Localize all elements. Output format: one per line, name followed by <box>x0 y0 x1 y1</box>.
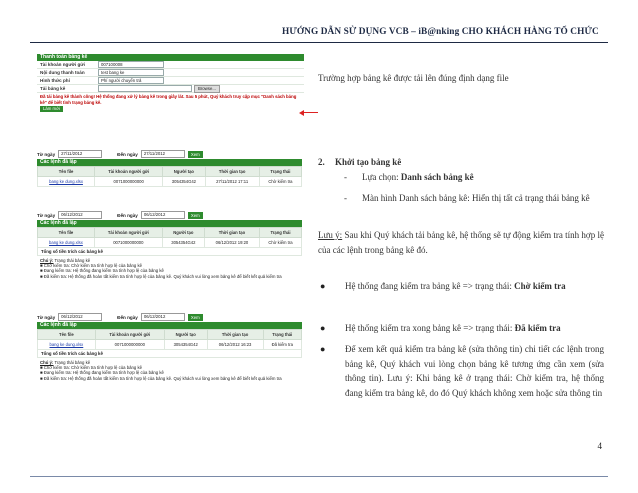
col-header: Thời gian tạo <box>207 330 263 340</box>
to-label: Đến ngày <box>117 151 138 157</box>
pointer-arrow <box>303 112 318 113</box>
bullet-checking <box>345 279 566 294</box>
from-label: Từ ngày <box>37 151 56 157</box>
view-button[interactable]: Xem <box>188 314 203 321</box>
col-header: Tài khoản người gửi <box>94 228 162 238</box>
content-input[interactable]: test bang ke <box>98 69 164 76</box>
from-label: Từ ngày <box>37 212 56 218</box>
col-header: Người tạo <box>163 167 205 177</box>
from-date-input[interactable]: 27/11/2012 <box>58 150 102 158</box>
legend-item: Chờ kiểm tra: Chờ kiểm tra tính hợp lệ của bảng kê <box>43 263 143 269</box>
bullet-text: Hệ thống đang kiểm tra bảng kê => trạng thái: <box>345 281 515 291</box>
legend-item: Đã kiểm tra: Hệ thống đã hoàn tất kiểm tra tính hợp lệ của bảng kê. Quý khách vui lòng xem bảng kê để biết kết quả kiểm tra <box>43 273 282 279</box>
note-paragraph <box>318 228 604 257</box>
bullet-view-details: Để xem kết quả kiểm tra bảng kê (sửa thông tin) chi tiết các lệnh trong bảng kê, Quý khách vui lòng chọn bảng kê tương ứng cần xem (sửa thông tin). Lưu ý: Khi bảng kê ở trạng thái: Chờ kiểm tra, hệ thống đang kiểm tra bảng kê, do đó Quý khách không xem hoặc sửa thông tin <box>345 344 604 398</box>
table-cell: 27/11/2012 17:11 <box>205 177 259 187</box>
col-header: Tên file <box>38 330 96 340</box>
form-row <box>37 69 304 77</box>
bullet-text: Hệ thống kiểm tra xong bảng kê => trạng thái: <box>345 323 515 333</box>
legend-item: Đang kiểm tra: Hệ thống đang kiểm tra tính hợp lệ của bảng kê <box>43 268 164 274</box>
legend-head: Trạng thái bảng kê <box>54 360 91 365</box>
col-header: Tài khoản người gửi <box>95 330 164 340</box>
table-cell: 0071000000000 <box>94 238 162 248</box>
status-legend: Chú ý: Trạng thái bảng kê ■ Chờ kiểm tra: Chờ kiểm tra tính hợp lệ của bảng kê ■ Đang kiểm tra: Hệ thống đang kiểm tra tính hợp lệ của bảng kê ■ Đã kiểm tra: Hệ thống đã hoàn tất kiểm tra tính hợp lệ của bảng kê. Quý khách vui lòng xem bảng kê để biết kết quả kiểm tra <box>40 258 282 279</box>
col-header: Tài khoản người gửi <box>95 167 163 177</box>
section-title: Khởi tạo bảng kê <box>335 157 402 167</box>
list-title: Các lệnh đã lập <box>37 220 302 227</box>
table-cell: 06/12/2012 16:23 <box>207 340 263 350</box>
list-screenshot-3 <box>37 312 302 402</box>
table-row <box>38 177 302 187</box>
form-title: Thanh toán bảng kê <box>37 54 304 61</box>
to-date-input[interactable]: 27/11/2012 <box>141 150 185 158</box>
step-select-list <box>362 170 474 185</box>
table-cell: 0071000000000 <box>95 340 164 350</box>
from-date-input[interactable]: 06/12/2012 <box>58 313 102 321</box>
list-screenshot-1 <box>37 149 302 183</box>
step-list-screen: Màn hình Danh sách bảng kê: Hiển thị tất cả trạng thái bảng kê <box>362 193 590 203</box>
table-row <box>38 340 302 350</box>
browse-button[interactable]: Browse... <box>194 85 220 93</box>
form-row <box>37 77 304 85</box>
legend-title: Chú ý: <box>40 258 54 263</box>
bullet-icon: ● <box>320 281 326 291</box>
table-cell: 3054354G42 <box>162 238 204 248</box>
list-title: Các lệnh đã lập <box>37 322 302 329</box>
date-filter <box>37 210 302 220</box>
table-cell: 3054354G42 <box>164 340 207 350</box>
date-filter <box>37 312 302 322</box>
total-row: Tổng số tiền trích các bảng kê <box>37 248 302 256</box>
orders-table <box>37 227 302 248</box>
orders-table <box>37 329 302 350</box>
list-title: Các lệnh đã lập <box>37 159 302 166</box>
col-header: Trạng thái <box>263 330 301 340</box>
legend-item: Đang kiểm tra: Hệ thống đang kiểm tra tính hợp lệ của bảng kê <box>43 370 164 376</box>
status-cell: Chờ kiểm tra <box>259 177 301 187</box>
paragraph-valid-format: Trường hợp bảng kê được tải lên đúng định dạng file <box>318 73 509 83</box>
upload-success-note: Đã tải bảng kê thành công! Hệ thống đang xử lý bảng kê trong giây lát. Sau 5 phút, Quý khách truy cập mục "Danh sách bảng kê" để biết tình trạng bảng kê. <box>40 94 297 105</box>
field-label: Tài khoản người gửi <box>40 62 85 67</box>
col-header: Người tạo <box>162 228 204 238</box>
bullet-icon: ● <box>320 344 326 354</box>
col-header: Trạng thái <box>259 167 301 177</box>
footer-rule <box>30 476 608 477</box>
col-header: Thời gian tạo <box>204 228 259 238</box>
status-cell: Đã kiểm tra <box>263 340 301 350</box>
list-screenshot-2 <box>37 210 302 300</box>
fee-select[interactable]: Phí người chuyển trả <box>98 77 164 84</box>
date-filter <box>37 149 302 159</box>
legend-head: Trạng thái bảng kê <box>54 258 91 263</box>
to-date-input[interactable]: 06/12/2012 <box>141 211 185 219</box>
to-label: Đến ngày <box>117 212 138 218</box>
note-body: Sau khi Quý khách tải bảng kê, hệ thống sẽ tự động kiểm tra tính hợp lệ của các lệnh trong bảng kê đó. <box>318 230 604 255</box>
to-label: Đến ngày <box>117 314 138 320</box>
status-cell: Chờ kiểm tra <box>259 238 301 248</box>
total-row: Tổng số tiền trích các bảng kê <box>37 350 302 358</box>
file-link[interactable]: bang ke dung.xlsx <box>38 238 95 248</box>
dash-marker: - <box>344 193 347 203</box>
field-label: Tải bảng kê <box>40 86 66 91</box>
dash-marker: - <box>344 172 347 182</box>
bullet-checked <box>345 321 561 336</box>
header-rule <box>30 42 608 43</box>
menu-name: Danh sách bảng kê <box>400 172 474 182</box>
refresh-button[interactable]: Làm mới <box>40 106 63 112</box>
from-date-input[interactable]: 06/12/2012 <box>58 211 102 219</box>
orders-table <box>37 166 302 187</box>
step-text: Lựa chọn: <box>362 172 401 182</box>
view-button[interactable]: Xem <box>188 212 203 219</box>
legend-item: Chờ kiểm tra: Chờ kiểm tra tính hợp lệ của bảng kê <box>43 365 143 371</box>
status-name: Đã kiểm tra <box>514 323 561 333</box>
field-label: Hình thức phí <box>40 78 70 83</box>
pointer-arrowhead <box>299 110 304 116</box>
table-row <box>38 238 302 248</box>
from-label: Từ ngày <box>37 314 56 320</box>
file-input[interactable] <box>98 85 192 92</box>
form-row <box>37 61 304 69</box>
col-header: Trạng thái <box>259 228 301 238</box>
file-link[interactable]: bang ke dung.xlsx <box>38 177 95 187</box>
status-legend: Chú ý: Trạng thái bảng kê ■ Chờ kiểm tra: Chờ kiểm tra tính hợp lệ của bảng kê ■ Đang kiểm tra: Hệ thống đang kiểm tra tính hợp lệ của bảng kê ■ Đã kiểm tra: Hệ thống đã hoàn tất kiểm tra tính hợp lệ của bảng kê. Quý khách vui lòng xem bảng kê để biết kết quả kiểm tra <box>40 360 282 381</box>
table-cell: 3054354G42 <box>163 177 205 187</box>
col-header: Thời gian tạo <box>205 167 259 177</box>
document-header: HƯỚNG DẪN SỬ DỤNG VCB – iB@nking CHO KHÁCH HÀNG TỔ CHỨC <box>282 27 599 37</box>
note-label: Lưu ý: <box>318 230 343 240</box>
table-cell: 06/12/2012 19:20 <box>204 238 259 248</box>
to-date-input[interactable]: 06/12/2012 <box>141 313 185 321</box>
section-number: 2. <box>318 157 325 167</box>
field-label: Nội dung thanh toán <box>40 70 85 75</box>
table-cell: 0071000000000 <box>95 177 163 187</box>
form-row <box>37 85 304 93</box>
page-number: 4 <box>597 441 602 451</box>
view-button[interactable]: Xem <box>188 151 203 158</box>
col-header: Tên file <box>38 228 95 238</box>
upload-form-screenshot <box>37 54 304 134</box>
legend-title: Chú ý: <box>40 360 54 365</box>
account-select[interactable]: 007100008 <box>98 61 164 68</box>
bullet-icon: ● <box>320 323 326 333</box>
file-link[interactable]: bang ke dung.xlsx <box>38 340 96 350</box>
col-header: Người tạo <box>164 330 207 340</box>
legend-item: Đã kiểm tra: Hệ thống đã hoàn tất kiểm tra tính hợp lệ của bảng kê. Quý khách vui lòng xem bảng kê để biết kết quả kiểm tra <box>43 375 282 381</box>
col-header: Tên file <box>38 167 95 177</box>
status-name: Chờ kiểm tra <box>514 281 566 291</box>
